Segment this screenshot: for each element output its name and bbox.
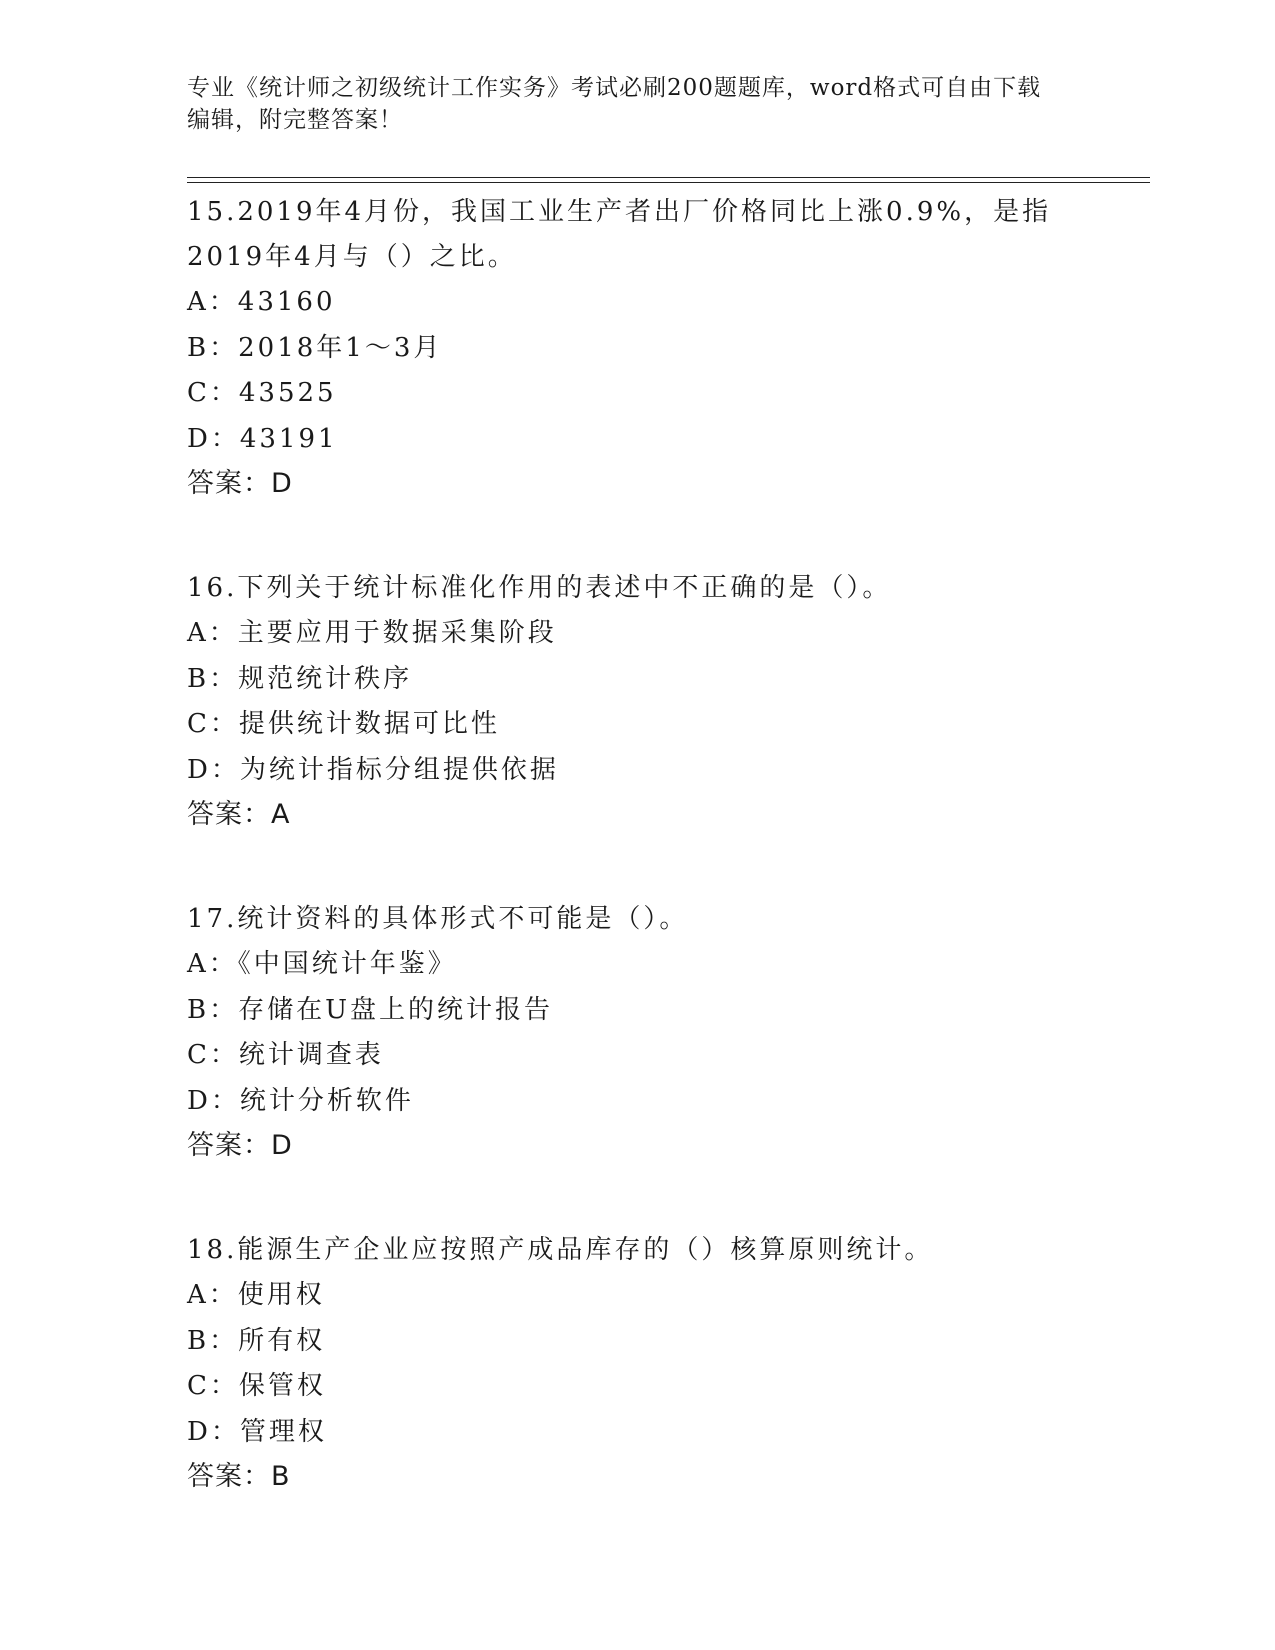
answer: 答案：D [187, 1130, 293, 1161]
question-18 [187, 1228, 1087, 1499]
option-a: A：43160 [187, 287, 336, 317]
option-d: D：为统计指标分组提供依据 [187, 754, 559, 785]
option-a: A：主要应用于数据采集阶段 [187, 618, 557, 648]
header-line-1: 专业《统计师之初级统计工作实务》考试必刷200题题库，word格式可自由下载 [187, 75, 1042, 101]
option-d: D：43191 [187, 423, 338, 454]
answer: 答案：B [187, 1461, 291, 1492]
question-stem-line: 2019年4月与（）之比。 [187, 242, 517, 272]
question-stem-line: 15.2019年4月份，我国工业生产者出厂价格同比上涨0.9%，是指 [187, 197, 1052, 227]
option-c: C：43525 [187, 378, 337, 408]
header-line-2: 编辑，附完整答案！ [187, 107, 403, 133]
question-16 [187, 566, 1087, 837]
header-divider-bottom [187, 182, 1150, 183]
document-header [187, 72, 1087, 136]
option-b: B：规范统计秩序 [187, 663, 413, 694]
option-c: C：提供统计数据可比性 [187, 709, 500, 739]
question-15 [187, 190, 1087, 506]
option-c: C：保管权 [187, 1371, 326, 1401]
answer: 答案：D [187, 468, 293, 499]
option-b: B：所有权 [187, 1325, 326, 1356]
option-c: C：统计调查表 [187, 1040, 384, 1070]
header-divider-top [187, 177, 1150, 178]
option-b: B：存储在U盘上的统计报告 [187, 994, 554, 1025]
option-b: B：2018年1～3月 [187, 332, 443, 363]
question-17 [187, 897, 1087, 1168]
question-stem-line: 17.统计资料的具体形式不可能是（）。 [187, 904, 689, 934]
question-stem-line: 16.下列关于统计标准化作用的表述中不正确的是（）。 [187, 573, 892, 603]
option-d: D：统计分析软件 [187, 1085, 414, 1116]
option-d: D：管理权 [187, 1416, 327, 1447]
option-a: A：使用权 [187, 1280, 325, 1310]
answer: 答案：A [187, 799, 291, 830]
question-list [187, 190, 1087, 1559]
option-a: A：《中国统计年鉴》 [187, 949, 457, 979]
question-stem-line: 18.能源生产企业应按照产成品库存的（）核算原则统计。 [187, 1235, 934, 1265]
